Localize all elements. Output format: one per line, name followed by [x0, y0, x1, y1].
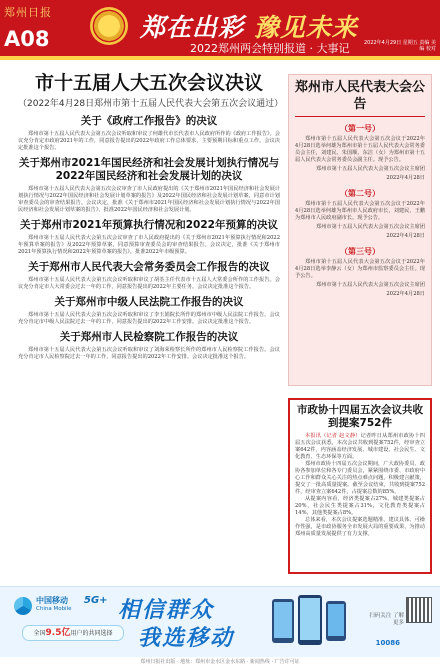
- ad-slogan-2: 我选移动: [138, 626, 235, 651]
- notice-number: （第三号）: [340, 247, 380, 256]
- article-body: 郑州市第十五届人民代表大会第五次会议听取和审议了刘海荣检察长所作的郑州市人民检察院工作报告。会议充分肯定市人民检察院过去一年的工作，同意报告提出的2022年工作安排。会议决定批准这个报告。: [18, 347, 280, 360]
- notices-column: [288, 74, 432, 574]
- congress-notice-box: [288, 74, 432, 386]
- article-body: 郑州市第十五届人民代表大会第五次会议听取和审议了胡荃主任代表市十五届人大常委会所作的工作报告。会议充分肯定市人大常委会过去一年的工作，同意报告提出的2022年主要任务。会议决定批准这个报告。: [18, 277, 280, 290]
- main-subtitle: （2022年4月28日郑州市第十五届人民代表大会第五次会议通过）: [18, 99, 284, 109]
- paper-name: 郑州日报: [4, 6, 52, 19]
- china-mobile-logo-icon: [14, 597, 32, 615]
- header-slogan: [140, 8, 358, 44]
- article: [18, 157, 280, 214]
- china-mobile-ad[interactable]: [0, 586, 440, 657]
- article: [18, 331, 280, 361]
- page-header: [0, 0, 440, 60]
- notice-item: [295, 123, 425, 182]
- special-report-label: 2022郑州两会特别报道 · 大事记: [190, 42, 350, 55]
- notice-number: （第二号）: [340, 189, 380, 198]
- ad-brand: 中国移动: [36, 596, 68, 605]
- notice-date: 2022年4月28日: [386, 291, 425, 297]
- cppcc-news-box: [288, 398, 432, 574]
- slogan-part-1: 郑在出彩: [140, 13, 245, 42]
- notice-date: 2022年4月28日: [386, 233, 425, 239]
- ad-users-number: 9.5亿: [45, 628, 71, 638]
- qr-code-icon[interactable]: [406, 597, 432, 623]
- main-title: 市十五届人大五次会议决议: [34, 72, 263, 94]
- slogan-part-2: 豫见未来: [253, 13, 358, 42]
- article-body: 郑州市第十五届人民代表大会第五次会议听取和审议了何雄代市长代表市人民政府所作的《政府工作报告》。会议充分肯定市政府2021年的工作，同意报告提出的2022年政府工作总体要求、主要预期目标和重点工作。会议决定批准这个报告。: [18, 131, 280, 151]
- notice-number: （第一号）: [340, 124, 380, 133]
- notice-signature: 郑州市第十五届人民代表大会第五次会议主席团: [316, 166, 425, 172]
- article: [18, 219, 280, 256]
- notice-signature: 郑州市第十五届人民代表大会第五次会议主席团: [316, 224, 425, 230]
- page-number: A08: [4, 27, 50, 51]
- article-title: 关于郑州市中级人民法院工作报告的决议: [54, 296, 244, 308]
- article-body: 郑州市第十五届人民代表大会第五次会议审查了市人民政府提出的《关于郑州市2021年国民经济和社会发展计划执行情况与2022年国民经济和社会发展计划草案的报告》及2022年国民经济和社会发展计划草案，同意市计划审查委员会的审查结果报告。会议决定，批准《关于郑州市2021年国民经济和社会发展计划执行情况与2022年国民经济和社会发展计划草案的报告》，批准2022年国民经济和社会发展计划。: [18, 186, 280, 213]
- article-title: 关于郑州市2021年国民经济和社会发展计划执行情况与2022年国民经济和社会发展计划的决议: [18, 157, 280, 182]
- notice-date: 2022年4月28日: [386, 175, 425, 181]
- cppcc-lead: 记者昨日从郑州市政协十四届五次会议获悉，本次会议共收到提案752件，经审查立案642件，内容涵盖经济发展、城市建设、社会民生、文化教育、生态环保等方面。: [295, 433, 425, 460]
- notice-item: [295, 246, 425, 298]
- article-body: 郑州市第十五届人民代表大会第五次会议听取和审议了李玉娟院长所作的郑州市中级人民法院工作报告。会议充分肯定市中级人民法院过去一年的工作，同意报告提出的2022年工作安排。会议决定批准这个报告。: [18, 312, 280, 325]
- issue-date: 2022年4月29日 星期五 责编 美编 校对: [363, 40, 436, 52]
- article: [18, 261, 280, 291]
- article: [18, 115, 280, 152]
- national-emblem-icon: [90, 7, 128, 45]
- header-divider: [0, 56, 440, 60]
- ad-users-prefix: 全国: [33, 630, 46, 637]
- smartphone-icon: [262, 593, 352, 653]
- cppcc-title: 市政协十四届五次会议共收到提案752件: [297, 404, 423, 429]
- article-title: 关于郑州市人民代表大会常务委员会工作报告的决议: [28, 261, 270, 273]
- article-title: 关于《政府工作报告》的决议: [80, 115, 218, 127]
- ad-slogan-1: 相信群众: [118, 598, 215, 623]
- ad-brand-en: China Mobile: [36, 606, 72, 612]
- ad-5g-tag: 5G+: [84, 595, 108, 606]
- cppcc-paragraph: 总体来看，本次会议提案选题精准、建议具体、可操作性强，是市政协服务全市发展大局的重要成果，为推动郑州高质量发展提供了有力支撑。: [295, 517, 425, 537]
- article-title: 关于郑州市2021年预算执行情况和2022年预算的决议: [20, 219, 278, 231]
- notice-title: 郑州市人民代表大会公告: [295, 79, 425, 117]
- cppcc-byline: 本报讯（记者 赵文静）: [305, 433, 361, 439]
- cppcc-paragraph: [295, 433, 425, 461]
- cppcc-paragraph: 郑州市政协十四届五次会议期间，广大政协委员、政协各参加单位和各专门委员会，紧紧围绕市委、市政府中心工作和群众关心关注的热点难点问题，积极建言献策，提交了一批高质量提案。截至会议结束，共收到提案752件，经审查立案642件，占提案总数的85%。: [295, 461, 425, 495]
- article-body: 郑州市第十五届人民代表大会第五次会议审查了市人民政府提出的《关于郑州市2021年预算执行情况和2022年预算草案的报告》及2022年预算草案，同意预算审查委员会的审查结果报告。会议决定，批准《关于郑州市2021年预算执行情况和2022年预算草案的报告》，批准2022年市级预算。: [18, 235, 280, 255]
- article: [18, 296, 280, 326]
- notice-text: 郑州市第十五届人民代表大会第五次会议于2022年4月28日选举李静云（女）为郑州市监察委员会主任。现予公告。: [295, 259, 425, 279]
- ad-users-badge: [22, 625, 124, 641]
- notice-signature: 郑州市第十五届人民代表大会第五次会议主席团: [316, 282, 425, 288]
- ad-users-suffix: 用户的共同选择: [70, 630, 113, 637]
- cppcc-paragraph: 从提案内容看，经济类提案占27%，城建类提案占20%，社会民生类提案占31%，文化教育类提案占14%，其他类提案占8%。: [295, 496, 425, 516]
- notice-item: [295, 188, 425, 240]
- notice-text: 郑州市第十五届人民代表大会第五次会议于2022年4月28日选举何雄为郑州市人民政府市长，刘建民、王鹏为郑州市人民政府副市长。现予公告。: [295, 201, 425, 221]
- resolutions-column: [18, 72, 284, 366]
- article-title: 关于郑州市人民检察院工作报告的决议: [59, 331, 239, 343]
- ad-hotline: 10086: [375, 639, 400, 647]
- ad-qr-caption: 扫码关注 了解更多: [369, 613, 404, 626]
- page-footer: 郑州日报社出版 · 地址：郑州市金水区金水东路 · 新闻热线 · 广告许可证: [140, 659, 300, 665]
- notice-text: 郑州市第十五届人民代表大会第五次会议于2022年4月28日选举何雄为郑州市第十五届人民代表大会常务委员会主任，刘建民、朱国顺、东洁（女）为郑州市第十五届人民代表大会常务委员会副主任。现予公告。: [295, 136, 425, 163]
